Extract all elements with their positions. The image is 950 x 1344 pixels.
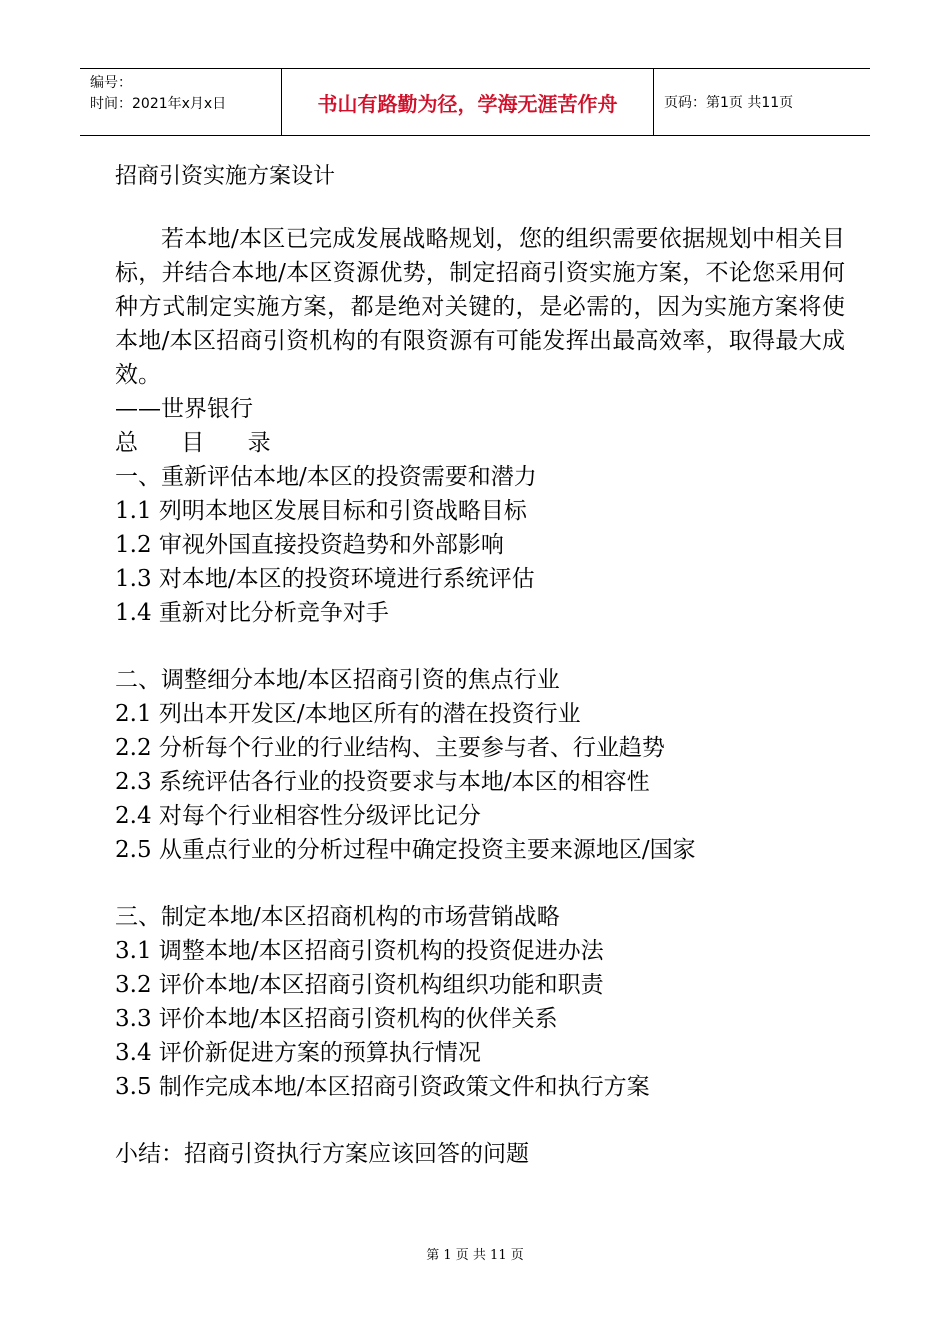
time-label: 时间：2021年x月x日 (90, 96, 227, 112)
number-label: 编号： (90, 75, 132, 91)
toc-item: 3.3 评价本地/本区招商引资机构的伙伴关系 (115, 1006, 558, 1032)
page-header (80, 68, 870, 136)
toc-item: 1.2 审视外国直接投资趋势和外部影响 (115, 532, 504, 558)
toc-item: 1.1 列明本地区发展目标和引资战略目标 (115, 498, 527, 524)
toc-item: 3.2 评价本地/本区招商引资机构组织功能和职责 (115, 972, 604, 998)
summary-line: 小结：招商引资执行方案应该回答的问题 (115, 1141, 529, 1167)
header-page-info (654, 69, 870, 135)
page-info: 页码：第1页 共11页 (664, 95, 794, 111)
section-heading-3: 三、制定本地/本区招商机构的市场营销战略 (115, 904, 560, 930)
intro-paragraph: 若本地/本区已完成发展战略规划，您的组织需要依据规划中相关目标，并结合本地/本区资源优势，制定招商引资实施方案，不论您采用何种方式制定实施方案，都是绝对关键的，是必需的，因为实施方案将使本地/本区招商引资机构的有限资源有可能发挥出最高效率，取得最大成效。 (115, 226, 845, 388)
toc-item: 2.4 对每个行业相容性分级评比记分 (115, 803, 481, 829)
section-heading-1: 一、重新评估本地/本区的投资需要和潜力 (115, 464, 537, 490)
toc-item: 1.4 重新对比分析竞争对手 (115, 600, 389, 626)
toc-item: 3.4 评价新促进方案的预算执行情况 (115, 1040, 481, 1066)
document-title: 招商引资实施方案设计 (115, 164, 336, 189)
motto: 书山有路勤为径，学海无涯苦作舟 (317, 91, 618, 116)
footer-page-number: 第 1 页 共 11 页 (426, 1248, 524, 1263)
attribution: ——世界银行 (115, 396, 253, 422)
toc-item: 3.5 制作完成本地/本区招商引资政策文件和执行方案 (115, 1074, 650, 1100)
header-meta (80, 69, 282, 135)
toc-item: 2.2 分析每个行业的行业结构、主要参与者、行业趋势 (115, 735, 665, 761)
document-body (115, 160, 845, 1171)
toc-item: 2.3 系统评估各行业的投资要求与本地/本区的相容性 (115, 769, 650, 795)
toc-heading: 总 目 录 (115, 430, 289, 456)
toc-item: 2.5 从重点行业的分析过程中确定投资主要来源地区/国家 (115, 837, 696, 863)
spacer (115, 1104, 845, 1137)
toc-item: 2.1 列出本开发区/本地区所有的潜在投资行业 (115, 701, 581, 727)
spacer (115, 867, 845, 900)
toc-item: 1.3 对本地/本区的投资环境进行系统评估 (115, 566, 535, 592)
section-heading-2: 二、调整细分本地/本区招商引资的焦点行业 (115, 667, 560, 693)
header-motto-cell (282, 69, 654, 135)
spacer (115, 630, 845, 663)
page-footer (0, 1244, 950, 1263)
toc-item: 3.1 调整本地/本区招商引资机构的投资促进办法 (115, 938, 604, 964)
